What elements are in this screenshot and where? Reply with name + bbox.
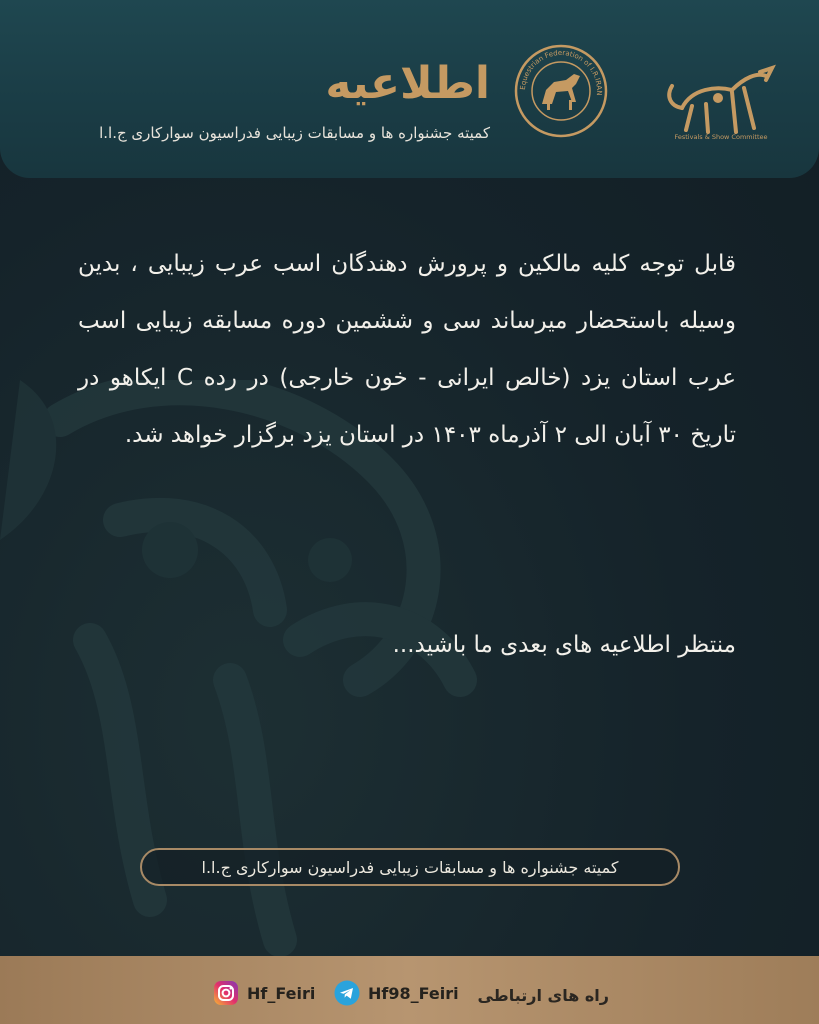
telegram-link[interactable] — [334, 978, 459, 1008]
federation-seal-logo — [514, 44, 608, 138]
committee-footer-pill — [140, 848, 680, 886]
telegram-icon — [334, 980, 360, 1006]
svg-text:Festivals & Show Committee: Festivals & Show Committee — [674, 133, 768, 141]
seal-text: Equestrian Federation of I.R.IRAN — [518, 48, 604, 96]
instagram-handle: Hf_Feiri — [247, 983, 316, 1003]
page-title: اطلاعیه — [325, 58, 490, 109]
contact-label: راه های ارتباطی — [477, 986, 609, 1005]
announcement-body: قابل توجه کلیه مالکین و پرورش دهندگان اسب عرب زیبایی ، بدین وسیله باستحضار میرساند سی و ششمین دوره مسابقه زیبایی اسب عرب استان یزد (خالص ایرانی - خون خارجی) در رده C ایکاهو در تاریخ ۳۰ آبان الی ۲ آذرماه ۱۴۰۳ در استان یزد برگزار خواهد شد. — [78, 251, 736, 448]
header-subtitle: کمیته جشنواره ها و مسابقات زیبایی فدراسیون سوارکاری ج.ا.ا — [99, 124, 490, 142]
telegram-handle: Hf98_Feiri — [368, 983, 459, 1003]
instagram-link[interactable] — [213, 978, 315, 1008]
header-band — [0, 0, 819, 178]
committee-footer-text: کمیته جشنواره ها و مسابقات زیبایی فدراسیون سوارکاری ج.ا.ا — [201, 857, 619, 877]
contact-bar — [0, 956, 819, 1024]
instagram-icon — [213, 980, 239, 1006]
announcement-closing: منتظر اطلاعیه های بعدی ما باشید... — [392, 632, 736, 658]
committee-logo-caption — [662, 126, 780, 146]
